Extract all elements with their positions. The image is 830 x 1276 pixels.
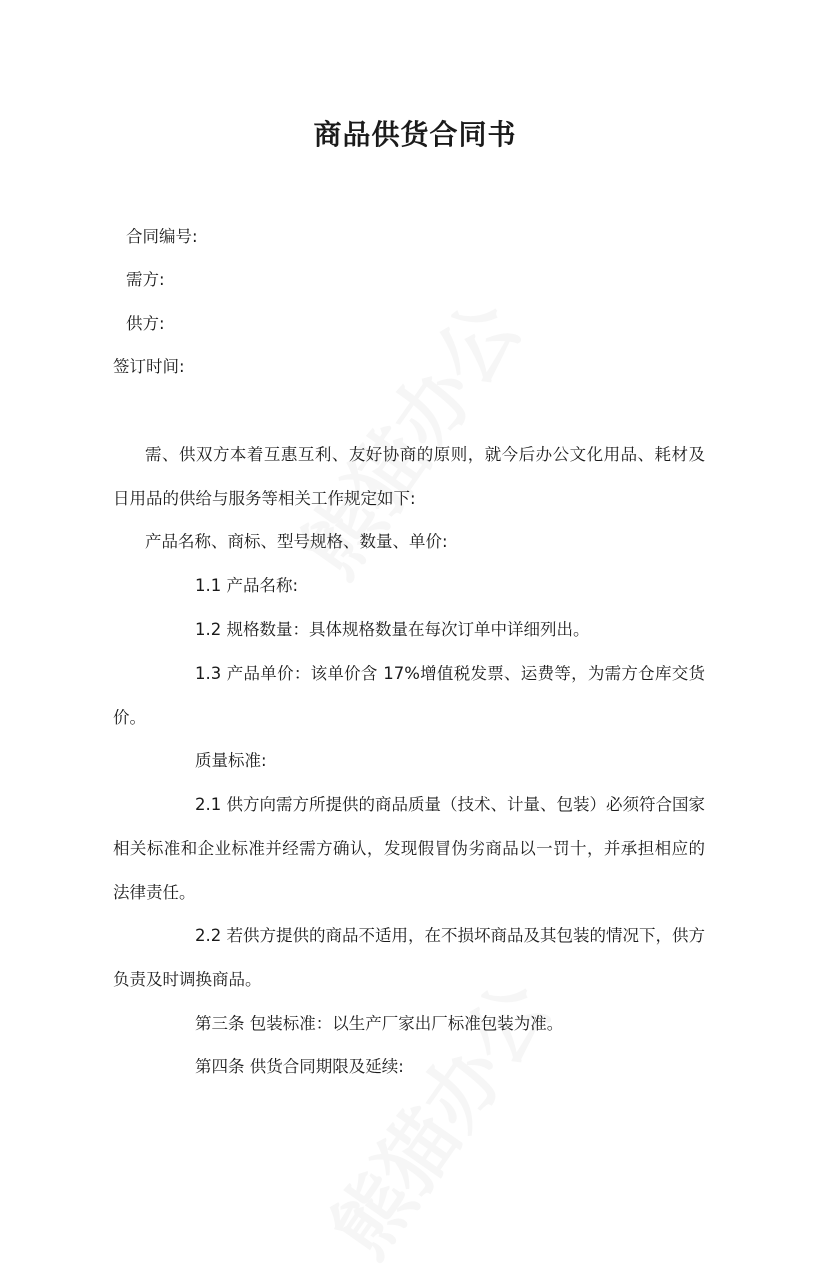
buyer-label: 需方:	[126, 270, 165, 289]
clause-item-continued: 相关标准和企业标准并经需方确认，发现假冒伪劣商品以一罚十，并承担相应的	[113, 839, 705, 858]
clause-item-continued: 负责及时调换商品。	[113, 970, 262, 989]
clause-item: 1.3 产品单价：该单价含 17%增值税发票、运费等，为需方仓库交货	[195, 664, 705, 683]
article-three: 第三条 包装标准：以生产厂家出厂标准包装为准。	[195, 1014, 564, 1033]
watermark	[301, 956, 572, 1276]
clause-item: 1.1 产品名称:	[195, 576, 299, 595]
section-heading: 产品名称、商标、型号规格、数量、单价:	[145, 532, 448, 551]
clause-item: 2.2 若供方提供的商品不适用，在不损坏商品及其包装的情况下，供方	[195, 926, 705, 945]
article-four: 第四条 供货合同期限及延续:	[195, 1057, 404, 1076]
clause-item-continued: 价。	[113, 708, 146, 727]
clause-item-continued: 法律责任。	[113, 883, 196, 902]
contract-number-label: 合同编号:	[126, 227, 198, 246]
clause-item: 2.1 供方向需方所提供的商品质量（技术、计量、包装）必须符合国家	[195, 795, 705, 814]
intro-paragraph-line: 需、供双方本着互惠互利、友好协商的原则，就今后办公文化用品、耗材及	[145, 445, 705, 464]
section-heading: 质量标准:	[195, 751, 267, 770]
clause-item: 1.2 规格数量：具体规格数量在每次订单中详细列出。	[195, 620, 590, 639]
document-title: 商品供货合同书	[313, 118, 517, 151]
supplier-label: 供方:	[126, 314, 165, 333]
sign-date-label: 签订时间:	[113, 357, 185, 376]
intro-paragraph-line: 日用品的供给与服务等相关工作规定如下:	[113, 489, 416, 508]
